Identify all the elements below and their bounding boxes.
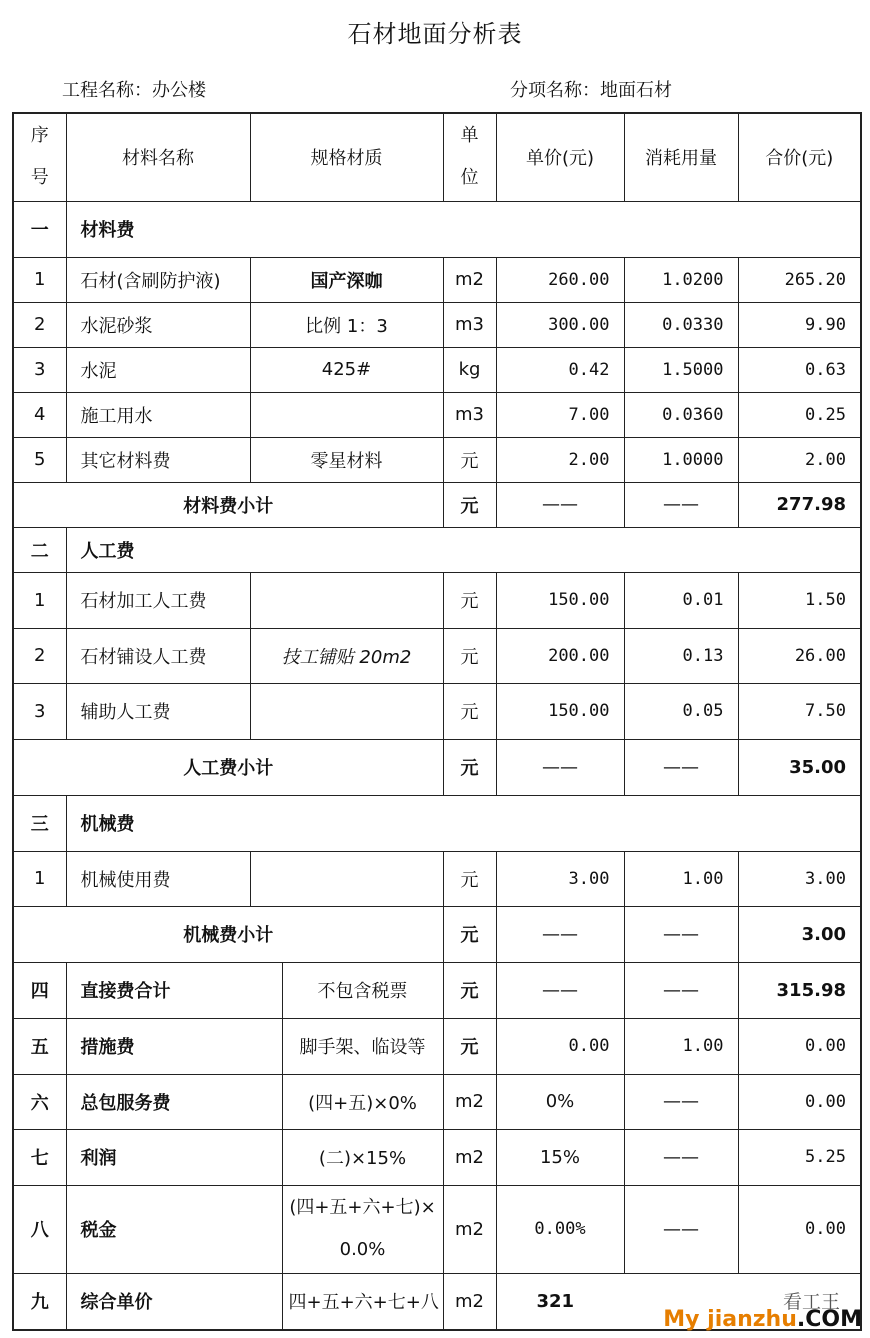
table-row: 1 机械使用费 元 3.00 1.00 3.00 — [13, 851, 861, 906]
section-row: 一 材料费 — [13, 201, 861, 257]
analysis-table — [12, 112, 862, 1331]
project-name: 工程名称：办公楼 — [62, 80, 206, 101]
header-price: 单价(元) — [496, 113, 624, 201]
subtotal-row: 机械费小计 元 —— —— 3.00 — [13, 906, 861, 962]
header-seq: 序 号 — [13, 113, 66, 201]
header-qty: 消耗用量 — [624, 113, 738, 201]
watermark-logo: My jianzhu.COM — [663, 1307, 862, 1332]
summary-row: 七 利润 (二)×15% m2 15% —— 5.25 — [13, 1129, 861, 1185]
table-row: 3 辅助人工费 元 150.00 0.05 7.50 — [13, 683, 861, 739]
table-row: 3 水泥 425# kg 0.42 1.5000 0.63 — [13, 347, 861, 392]
table-row: 2 石材铺设人工费 技工铺贴 20m2 元 200.00 0.13 26.00 — [13, 628, 861, 683]
summary-row: 六 总包服务费 (四+五)×0% m2 0% —— 0.00 — [13, 1074, 861, 1129]
header-spec: 规格材质 — [250, 113, 443, 201]
summary-row: 九 综合单价 四+五+六+七+八 m2 321 — [13, 1273, 861, 1330]
subtotal-row: 材料费小计 元 —— —— 277.98 — [13, 482, 861, 527]
section-row: 三 机械费 — [13, 795, 861, 851]
header-unit: 单 位 — [443, 113, 496, 201]
subtotal-row: 人工费小计 元 —— —— 35.00 — [13, 739, 861, 795]
summary-row: 四 直接费合计 不包含税票 元 —— —— 315.98 — [13, 962, 861, 1018]
section-row: 二 人工费 — [13, 527, 861, 572]
table-row: 1 石材(含刷防护液) 国产深咖 m2 260.00 1.0200 265.20 — [13, 257, 861, 302]
table-row: 2 水泥砂浆 比例 1：3 m3 300.00 0.0330 9.90 — [13, 302, 861, 347]
item-name: 分项名称：地面石材 — [510, 80, 672, 101]
watermark-top: 看工王 — [782, 1291, 840, 1313]
table-row: 1 石材加工人工费 元 150.00 0.01 1.50 — [13, 572, 861, 628]
header-name: 材料名称 — [66, 113, 250, 201]
summary-row: 八 税金 (四+五+六+七)× 0.0% m2 0.00% —— 0.00 — [13, 1185, 861, 1273]
table-header — [13, 113, 861, 201]
summary-row: 五 措施费 脚手架、临设等 元 0.00 1.00 0.00 — [13, 1018, 861, 1074]
header-total: 合价(元) — [738, 113, 861, 201]
table-row: 5 其它材料费 零星材料 元 2.00 1.0000 2.00 — [13, 437, 861, 482]
page-title: 石材地面分析表 — [347, 20, 523, 48]
table-row: 4 施工用水 m3 7.00 0.0360 0.25 — [13, 392, 861, 437]
